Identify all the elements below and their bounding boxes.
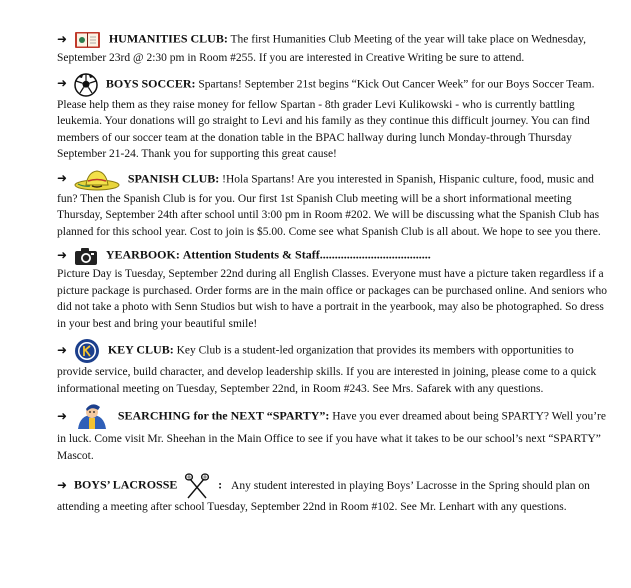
book-icon	[74, 30, 101, 50]
arrow-icon: ➜	[57, 247, 68, 262]
item-colon: :	[218, 477, 223, 492]
item-body: Key Club is a student-led organization that provides its members with opportunities to provide service, build character, and develop leadership skills. If you are interested in joining, please come to a quick informational meeting on Tuesday, September 22nd, in Room #243. See Mrs. Safarek with any questions.	[57, 344, 597, 395]
arrow-icon: ➜	[57, 171, 68, 186]
announcement-humanities-club	[57, 30, 609, 67]
item-subtitle: Attention Students & Staff.....................................	[182, 247, 431, 262]
announcement-sparty	[57, 403, 609, 464]
arrow-icon: ➜	[57, 31, 68, 46]
camera-icon	[74, 246, 98, 266]
item-body: Picture Day is Tuesday, September 22nd during all English Classes. Everyone must have a picture taken regardless if a picture package is purchased. Order forms are in the main office or packages can be purchased online. And seniors who did not take a photo with Senn Studios but wish to have a portrait in the yearbook, may also be photographed. So dress in your best and bring your beautiful smile!	[57, 268, 607, 330]
lacrosse-sticks-icon	[184, 473, 210, 499]
arrow-icon: ➜	[57, 477, 68, 492]
announcement-key-club	[57, 338, 609, 397]
sombrero-icon	[74, 169, 120, 191]
item-body: Any student interested in playing Boys’ Lacrosse in the Spring should plan on attending a meeting after school Tuesday, September 22nd in Room #102. See Mr. Lenhart with any questions.	[57, 479, 590, 513]
item-body: !Hola Spartans! Are you interested in Spanish, Hispanic culture, food, music and fun? Then the Spanish Club is for you. Our first 1st Spanish Club meeting will be a short informational meeting Thursday, September 24th after school until 3:00 pm in Room #202. We will be discussing what the Spanish Club has planned for this school year. Cost to join is $5.00. Come see what Spanish Club is all about. We hope to see you there.	[57, 173, 601, 238]
arrow-icon: ➜	[57, 408, 68, 423]
item-body: The first Humanities Club Meeting of the year will take place on Wednesday, September 23rd @ 2:30 pm in Room #255. If you are interested in Creative Writing be sure to attend.	[57, 33, 586, 64]
item-title: HUMANITIES CLUB:	[108, 31, 228, 46]
announcement-boys-soccer	[57, 73, 609, 163]
soccer-ball-icon	[74, 73, 98, 97]
item-title: YEARBOOK:	[105, 247, 180, 262]
item-title: KEY CLUB:	[107, 342, 174, 357]
item-body: Spartans! September 21st begins “Kick Out Cancer Week” for our Boys Soccer Team. Please help them as they raise money for fellow Spartan - 8th grader Levi Kulikowski - who is currently battling leukemia. Your donations will go straight to Levi and his family as they continue this difficult journey. You can find members of our soccer team at the donation table in the BPAC hallway during lunch Monday-through Thursday September 21-24. Thank you for supporting this great cause!	[57, 78, 595, 160]
arrow-icon: ➜	[57, 342, 68, 357]
announcement-spanish-club	[57, 169, 609, 241]
item-title: BOYS’ LACROSSE	[73, 477, 178, 492]
item-title: SPANISH CLUB:	[127, 171, 220, 186]
item-heading	[57, 246, 609, 266]
item-title: BOYS SOCCER:	[105, 76, 196, 91]
item-title: SEARCHING for the NEXT “SPARTY”:	[117, 408, 330, 423]
kiwanis-logo-icon	[74, 338, 100, 364]
arrow-icon: ➜	[57, 76, 68, 91]
announcement-boys-lacrosse	[57, 473, 609, 516]
announcement-yearbook	[57, 246, 609, 332]
sparty-mascot-icon	[74, 403, 110, 431]
item-body: Have you ever dreamed about being SPARTY? Well you’re in luck. Come visit Mr. Sheehan in the Main Office to see if you have what it takes to be our school’s next “SPARTY” Mascot.	[57, 410, 606, 462]
